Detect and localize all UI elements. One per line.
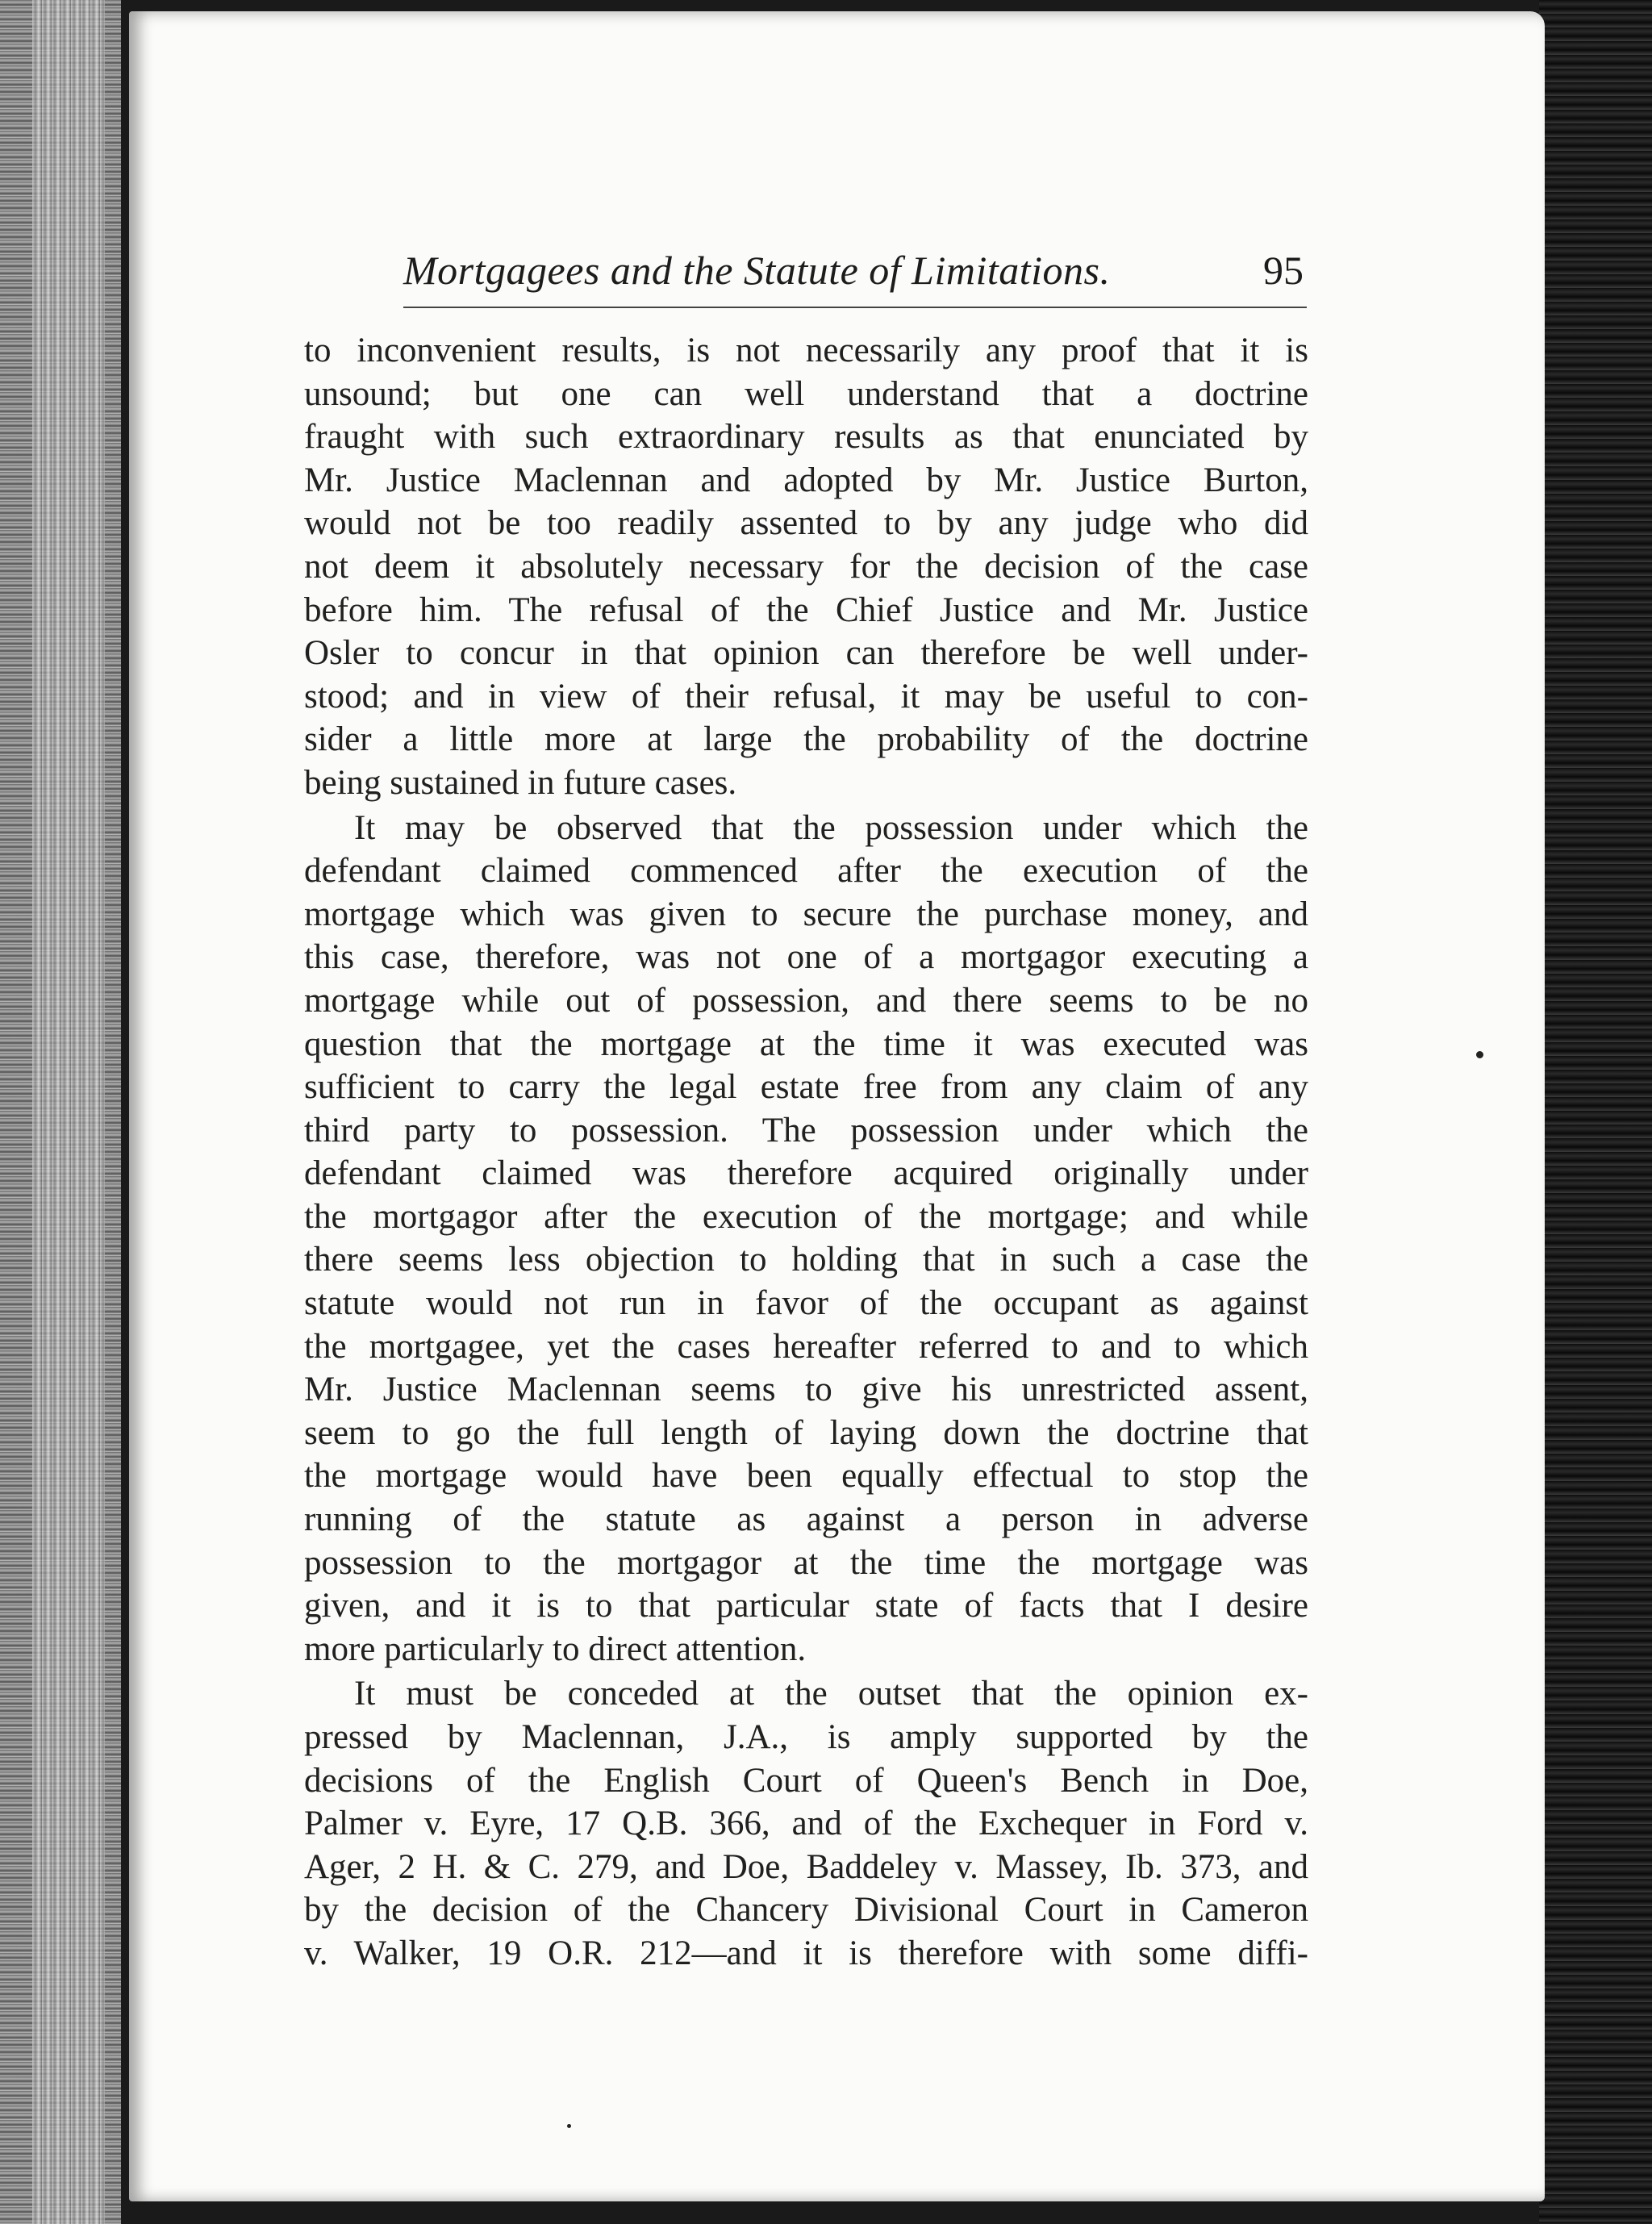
text-line: pressed by Maclennan, J.A., is amply supported by the: [304, 1718, 1308, 1756]
text-line: before him. The refusal of the Chief Justice and Mr. Justice: [304, 590, 1308, 629]
text-line: the mortgagee, yet the cases hereafter referred to and to which: [304, 1327, 1308, 1366]
text-line: defendant claimed was therefore acquired originally under: [304, 1154, 1308, 1193]
text-line: by the decision of the Chancery Divisional Court in Cameron: [304, 1891, 1308, 1930]
scan-right-edge: [1539, 0, 1652, 2224]
text-line: more particularly to direct attention.: [304, 1629, 807, 1668]
scan-speck: [567, 2124, 571, 2128]
scan-book-spine: [32, 0, 105, 2224]
body-text: [304, 329, 1308, 1976]
text-line: there seems less objection to holding that in such a case the: [304, 1241, 1308, 1279]
text-line: unsound; but one can well understand that a doctrine: [304, 374, 1308, 413]
text-line: defendant claimed commenced after the execution of the: [304, 852, 1308, 891]
text-line: Palmer v. Eyre, 17 Q.B. 366, and of the Exchequer in Ford v.: [304, 1805, 1308, 1843]
text-line: mortgage which was given to secure the purchase money, and: [304, 895, 1308, 933]
text-line: the mortgagor after the execution of the mortgage; and while: [304, 1197, 1308, 1236]
text-line: being sustained in future cases.: [304, 763, 737, 802]
text-line: the mortgage would have been equally effectual to stop the: [304, 1457, 1308, 1496]
text-line: seem to go the full length of laying down the doctrine that: [304, 1413, 1308, 1452]
page-number: 95: [1263, 248, 1304, 293]
paragraph-start-line: It may be observed that the possession under which the: [354, 808, 1308, 847]
running-head: [403, 242, 1307, 308]
scan-speck: [1476, 1051, 1483, 1058]
text-line: third party to possession. The possession under which the: [304, 1111, 1308, 1150]
text-line: would not be too readily assented to by any judge who did: [304, 504, 1308, 543]
paragraph-start-line: It must be conceded at the outset that the opinion ex-: [354, 1675, 1308, 1713]
text-line: statute would not run in favor of the occupant as against: [304, 1284, 1308, 1323]
running-head-title: Mortgagees and the Statute of Limitations.: [403, 248, 1111, 293]
text-line: to inconvenient results, is not necessarily any proof that it is: [304, 332, 1308, 369]
text-line: fraught with such extraordinary results as that enunciated by: [304, 418, 1308, 457]
text-line: not deem it absolutely necessary for the decision of the case: [304, 547, 1308, 586]
text-line: sider a little more at large the probability of the doctrine: [304, 720, 1308, 759]
text-line: decisions of the English Court of Queen's Bench in Doe,: [304, 1761, 1308, 1800]
text-line: question that the mortgage at the time it was executed was: [304, 1024, 1308, 1063]
text-line: v. Walker, 19 O.R. 212—and it is therefore with some diffi-: [304, 1934, 1308, 1972]
text-line: Mr. Justice Maclennan seems to give his unrestricted assent,: [304, 1371, 1308, 1409]
text-line: stood; and in view of their refusal, it may be useful to con-: [304, 677, 1308, 716]
text-line: given, and it is to that particular state of facts that I desire: [304, 1587, 1308, 1625]
text-line: running of the statute as against a person in adverse: [304, 1500, 1308, 1539]
text-line: mortgage while out of possession, and there seems to be no: [304, 981, 1308, 1020]
text-line: Mr. Justice Maclennan and adopted by Mr. Justice Burton,: [304, 461, 1308, 499]
text-line: sufficient to carry the legal estate free from any claim of any: [304, 1068, 1308, 1107]
text-line: Ager, 2 H. & C. 279, and Doe, Baddeley v. Massey, Ib. 373, and: [304, 1847, 1308, 1886]
text-line: this case, therefore, was not one of a mortgagor executing a: [304, 938, 1308, 977]
text-line: possession to the mortgagor at the time the mortgage was: [304, 1543, 1308, 1582]
text-line: Osler to concur in that opinion can therefore be well under-: [304, 634, 1308, 673]
